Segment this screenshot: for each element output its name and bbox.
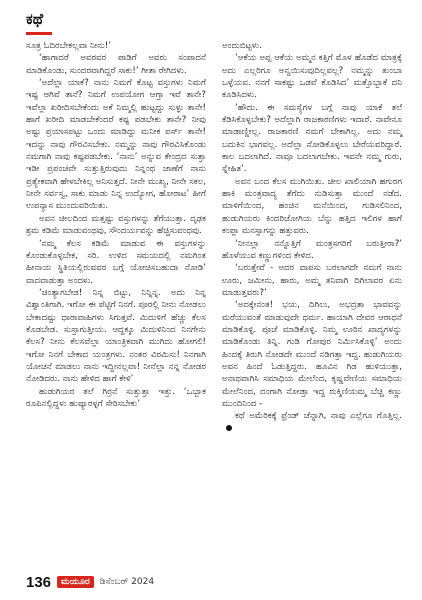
paragraph: ‘ಅದೆಲ್ಲಾ ಯಾಕೆ? ನಾನು ನಿಮಗೆ ಕೊಟ್ಟ ವಸ್ತುಗಳು ನಿಮಗೆ ಇಷ್ಟ ಆಗಿವೆ ತಾನೆ? ನಿಮಗೆ ಉಪಯೋಗ ಆಗ್ತಾ ಇವೆ ತಾನೇ? ಇವೆಲ್ಲಾ ಖರೀದಿಸಬೇಕೆಂದು ಅಕೆ ನಿಮ್ಮಲ್ಲಿ ಹುಟ್ಟದ್ದು ಸುಳ್ಳು ತಾನೇ! ಹಾಗೆ ಖರೀದಿ ಮಾಡಬೇಕೆಂದರೆ ಕಷ್ಟ ಪಡಬೇಕು ತಾನೇ? ನೀವು ಅಷ್ಟು ಪ್ರಯಾಸಪಟ್ಟು ಒಂದು ಮಾಡಿದ್ದು ಮನೀಕ ಪರ್ಸ್ ತಾನೇ! ಇದನ್ನು ನಾವು ಗೌರವಿಸಬೇಕು. ನಮ್ಮನ್ನು ನಾವು ಗೌರವಿಸಿಕೊಂಡು ನಮಗಾಗಿ ನಾವು ಕಷ್ಟಪಡಬೇಕು. ‘ನಾನು’ ಅನ್ನುವ ಕೇಂದ್ರದ ಸುತ್ತಾ ಇಡೀ ಪ್ರಪಂಚವೇ ಸುತ್ತುತ್ತಿರುವುದು ನಿನ್ನಂಥ ಜಾಣೆಗೆ ನಾನು ಪ್ರತ್ಯೇಕವಾಗಿ ಹೇಳಬೇಕಿಲ್ಲ ಅನಿಸುತ್ತದೆ. ನೀನೇ ಮುಖ್ಯ, ನೀನೇ ಸಕಲ, ನೀನೇ ಸರ್ವಸ್ವ, ಸಾಕು ಮಾಡು ನಿನ್ನ ಉದ್ಯೋಗ, ಹೋರಾಟ’ ಹೀಗೆ ಉಪನ್ಯಾಸ ಮುಂದುವರಿಯಿತು. [26, 78, 206, 212]
paragraph: ‘ಬರುತ್ತೇವೆ - ಅದರ ವಾಪಸು ಬರಲಾಗದೇ ನಮಗೆ ನಾನು ಊರು, ಜಮೀನು, ಹಾರು, ಅಮ್ಮ ತನಿವಾಗಿ ದಿಗಿಲಾವರ ಏನು ಮಾಡುತ್ತವರು?’ [222, 263, 402, 298]
story-end-mark [226, 425, 232, 431]
issue-date: ಡಿಸೆಂಬರ್ 2024 [99, 577, 155, 587]
section-underline [26, 32, 52, 35]
page-footer [26, 574, 154, 590]
paragraph: ‘ಅದಕ್ಕೇನಂತ! ಭಯ, ದಿಗಿಲು, ಅಭದ್ರತಾ ಭಾವವನ್ನು ಮರೆಯುವಂತೆ ಮಾಡುವುದೇ ಧರ್ಮ. ಹಾಯಾಗಿ ದೇವರ ಆರಾಧನೆ ಮಾಡಿಕೊಳ್ಳಿ. ಪೂಜೆ ಮಾಡಿಕೊಳ್ಳಿ. ನಿಮ್ಮ ಊರಿನ ಖಾದ್ಯಗಳನ್ನು ಮಾಡಿಕೊಂಡು ತಿನ್ನಿ. ಗುಡಿ ಗೋಪುರ ನಿರ್ಮಿಸಿಕೊಳ್ಳಿ’ ಅಂದು ಹಿಂದಕ್ಕೆ ತಿರುಗಿ ನೋಡದೇ ಮುಂದೆ ನಡಿಗತ್ತಾ ಇದ್ದ. ಹುಡುಗಿಯರು ಅವನ ಹಿಂದೆ ಓಡುತ್ತಿದ್ದರು. ಹೂವಿನ ಗಿಡ ಹುಳಿಯುತ್ತಾ, ಅನಾಥವಾಗಿಸಿ ಸಮಾಧಿಯ ಮೇಲೆಂದ, ಕೃಷ್ಣವೇಣಿಯ ಸಮಾಧಿಯ ಮೇಲೆನಿಂದ, ದಂಗಾಗಿ ನೋಡ್ತಾ ಇದ್ದ ರುಕ್ಮಿಣಿಯಮ್ಮ ಬೆಚ್ಚಿ ಕಣ್ಣು ಮುಂದಿನಿಂದ - [222, 300, 402, 409]
magazine-logo: ಮಯೂರ [57, 576, 94, 588]
paragraph: ‘ಆಕೆಯ ಅಪ್ಪ ಆಕೆಯ ಅಮ್ಮನ ಕತ್ತಿಗೆ ಮೊಳ ಹೊಡೆದ ಮಾತ್ರಕ್ಕೆ ಅದು ಎಲ್ಲರಿಗೂ ಅನ್ವಯಿಸುವುದಿಲ್ಲವಲ್ಲ? ನಮ್ಮನ್ನು ತುಂಬಾ ಒಳ್ಳೆಯವ. ನನಗೆ ಸಾಕಷ್ಟು ಒಡವೆ ಕೊಡಿಸಿದ’ ಮತ್ತೊಬ್ಬಾಕೆ ದನಿ ಕೂಡಿಸಿದಳು. [222, 53, 402, 101]
paragraph: ಕಥೆ ಅಮೆರಿಕಕ್ಕೆ ಫ್ರೆಂಡ್ ಚೆನ್ನಾಗಿ, ನಾವು ಎಲ್ಲೆಗೂ ಗೊತ್ತಿಲ್ಲ. [222, 410, 402, 435]
paragraph: ಸೂತ್ರ ಓದಿರಬೇಕಲ್ಲವಾ ನೀನು!’ [26, 41, 111, 51]
paragraph: ಹುಡುಗಿಯರ ತಲೆ ಗಿರ್ರನೆ ಸುತ್ತುತ್ತಾ ಇತ್ತು. ‘ಒಬ್ಬಾಕ ರೂಪಿನಲ್ಲಿದ್ದಳು ಹುಷ್ಯಾರಳ್ಳಗೆ ಸೇರಿಸಬೇಕು’ [26, 386, 206, 409]
paragraph: ‘ಹಾಗಾದರೆ ಅವರವರ ಪಾಡಿಗೆ ಅವರು ಸಂಪಾದನೆ ಮಾಡಿಕೊಂಡು, ಸುಂದರವಾಗಿದ್ದರೆ ಸಾಕು!’ ಗೀತಾ ರೇಗಿದಳು. [26, 53, 206, 76]
paragraph: ‘ನಮ್ಮ ಕೆಲಸ ಕಡಿಮೆ ಮಾಡುವ ಈ ವಸ್ತುಗಳನ್ನು ಕೊಂಡುಕೊಳ್ಳಬೇಕ, ಸರಿ. ಉಳಿದ ಸಮಯದಲ್ಲಿ ನಮಗಿಂತ ಹೀನಾಯ ಸ್ಥಿತಿಯಲ್ಲಿರುವವರ ಬಗ್ಗೆ ಯೋಚಿಸಬಹುದಾ ನೋಡಿ’ ವಾದವಾಡುತ್ತಾ ಅಂದಳು. [26, 238, 206, 286]
section-tag: ಕಥೆ [26, 10, 44, 28]
page-number: 136 [26, 573, 52, 591]
paragraph: ಅವನ ಚೀಲದಿಂದ ಮತ್ತಷ್ಟು ವಸ್ತುಗಳನ್ನು ತೆಗೆಯುತ್ತಾ. ದೃಢಕ ಶ್ರಮ ಕಡಿಮೆ ಮಾಡುವಂಥವು, ಸೌಂದರ್ಯವನ್ನು ಹೆಚ್ಚಿಸುವಂಥವು. [26, 213, 206, 237]
paragraph: ‘ಚಿಂತ್ಯಾಗಬೇಡ! ನಿನ್ನ ಬಿಟ್ಟು, ನಿನ್ನಿನ್ನ. ಅದು ನಿನ್ನ ವಿಶ್ವಾಂತಿಗಾಗಿ. ಇಗೋ ಈ ಪೆಟ್ಟಿಗೆ ನಿನಗೆ. ಪೂರಲ್ಲಿ ನೀನು ನೋಡಲು ಬೇಕಾದಷ್ಟು ಧಾರಾವಾಹಿಗಳು ಸಿಗುತ್ತವೆ. ಮಿದುಳಿಗೆ ಹೆಚ್ಚು ಕೆಲಸ ಕೊಡಬೇಡ. ಸುಸ್ತಾಗುತ್ತೀಯ. ಆದ್ದಕ್ಕೂ ಮಿದುಳಿನಿಂದ ನಿನಗೇನು ಕೆಲಸ? ನೀನು ಕೆಲಸವೆಲ್ಲಾ ಯಾಂತ್ರಿಕವಾಗಿ ಮುಗಿದು ಹೋಗಲಿ! ಇಗೋ ನಿನಗೆ ಬೇಕಾದ ಯಂತ್ರಗಳು. ನಂತರ ವಿರಮಿಸು! ನಿನಗಾಗಿ ಯೋಚನೆ ಮಾಡಲು ನಾನು ಇದ್ದೀನಲ್ಲವಾ! ನೀನೆಲ್ಲಾ ನನ್ನ ನೋಡರ ನೋಡಿದರು. ನಾನು ಹೇಳಿದ ಹಾಗೆ ಕೇಳಿ’ [26, 287, 206, 385]
left-column [26, 40, 206, 410]
paragraph: ‘ಹೌದು. ಈ ಸಮಸ್ಯೆಗಳ ಬಗ್ಗೆ ನಾವು ಯಾಕೆ ತಲೆ ಕೆಡಿಸಿಕೊಳ್ಳಬೇಕು? ಅದೆಲ್ಲಾಗಿ ರಾಜಕಾರಣಿಗಳು ಇದಾರೆ. ನಾವೇನೂ ಮಾಡಾಣ್ಣೀಲ್ಲ. ರಾಜಕಾರಣಿ ನಮಗೆ ಬೇಕಾಗಿಲ್ಲ. ಅದು ನಮ್ಮ ಬದುಕಿನ ಭಾಗವಲ್ಲ. ಅದೆಲ್ಲಾ ನೋಡಿಕೊಳ್ಳಲು ಬೇರೆಯವರಿದ್ದಾರೆ. ಕಾಲ ಬದಲಾಗಿದೆ. ನಾವೂ ಬದಲಾಗಬೇಕು. ಇವನೇ ನಮ್ಮ ಗುರು, ಸ್ನೇಹಿತ’. [222, 102, 402, 175]
paragraph: ಅವನ ಬಂದ ಕೆಲಸ ಮುಗಿಯಿತು. ಚೀಲ ಖಾಲಿಯಾಗಿ ಹಗುರಗ ಹಾಕಿ ಮಂತ್ರವಾದ್ಯ ತೆಗೆದು ನುಡಿಸುತ್ತಾ ಮುಂದೆ ನಡೆದ. ಮಾಳಿಗೆಯಿಂದ, ಹಂಚಿನ ಮನೆಯಿಂದ, ಗುಡಿಸಲಿನಿಂದ, ಹುಡುಗಿಯರು ಕಿಂದರಿಜೋಗಿಯ ಬೆನ್ನು ಹತ್ತಿದ ಇಲಿಗಳ ಹಾಗೆ ಕಂಪ್ಲಾ ಮನಸ್ಸಾಗನ್ನು ಹತ್ತುವರು. [222, 176, 402, 237]
paragraph: ‘ನೀನಲ್ಲಾ ನನ್ನೊತ್ತಿಗೆ ಮಂತ್ರಸಗರಿಗೆ ಬರುತ್ತೀರಾ?’ ಹೊಳೆಯುವ ಕಣ್ಣುಗಳಿಂದ ಕೇಳಿದ. [222, 238, 402, 261]
paragraph: ಅಂದುಬಿಟ್ಟಳು. [222, 41, 262, 51]
right-column [222, 40, 402, 435]
